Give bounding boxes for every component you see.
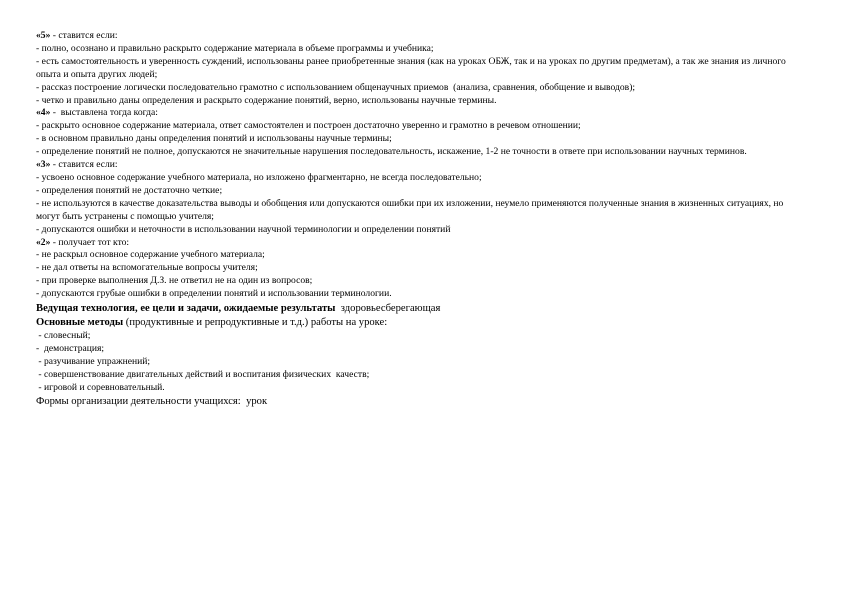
methods-label: Основные методы — [36, 317, 124, 329]
method-item: - словесный; — [36, 330, 91, 342]
grade3-item: - усвоено основное содержание учебного материала, но изложено фрагментарно, не всегда последовательно; — [36, 171, 482, 183]
method-item: - демонстрация; — [36, 342, 105, 354]
grade2-intro: - получает тот кто: — [50, 236, 130, 248]
grade5-intro: - ставится если: — [50, 30, 118, 41]
grade2-item: - не дал ответы на вспомогательные вопросы учителя; — [36, 262, 258, 274]
grade5-item: - рассказ построение логически последовательно грамотно с использованием общенаучных приемов (анализа, сравнения, обобщение и выводов); — [36, 81, 636, 93]
grade5-item: - есть самостоятельность и уверенность суждений, использованы ранее приобретенные знания (как на уроках ОБЖ, так и на уроках по другим предметам), а так же знания из личного опыта и опыта других людей; — [36, 55, 789, 80]
grade4-header — [36, 107, 802, 120]
grade2-item: - допускаются грубые ошибки в определении понятий и использовании терминологии. — [36, 288, 392, 300]
technology-line — [36, 302, 802, 316]
grade3-header — [36, 159, 802, 172]
grade4-title: «4» — [36, 107, 51, 119]
grade2-item: - при проверке выполнения Д.З. не ответил не на один из вопросов; — [36, 275, 313, 287]
grade4-item: - определение понятий не полное, допускаются не значительные нарушения последовательность, искажение, 1-2 не точности в ответе при использовании научных терминов. — [36, 146, 747, 158]
method-item: - разучивание упражнений; — [36, 355, 151, 367]
method-item: - игровой и соревновательный. — [36, 381, 165, 393]
method-item: - совершенствование двигательных действий и воспитания физических качеств; — [36, 368, 370, 380]
grade5-item: - четко и правильно даны определения и раскрыто содержание понятий, верно, использованы научные термины. — [36, 94, 497, 106]
methods-rest: (продуктивные и репродуктивные и т.д.) работы на уроке: — [123, 317, 388, 329]
grade4-item: - раскрыто основное содержание материала, ответ самостоятелен и построен достаточно уверенно и грамотно в речевом отношении; — [36, 120, 581, 132]
technology-value: здоровьесберегающая — [335, 303, 441, 315]
grade3-title: «3» — [36, 159, 51, 171]
grade4-intro: - выставлена тогда когда: — [50, 107, 158, 119]
grade5-title: «5» — [36, 30, 51, 41]
grade3-intro: - ставится если: — [50, 159, 118, 171]
grade4-item: - в основном правильно даны определения понятий и использованы научные термины; — [36, 133, 392, 145]
grade2-item: - не раскрыл основное содержание учебного материала; — [36, 249, 265, 261]
forms-line — [36, 395, 802, 409]
grade5-header — [36, 30, 802, 43]
grade3-item: - определения понятий не достаточно четкие; — [36, 184, 223, 196]
forms-label: Формы организации деятельности учащихся: — [36, 395, 241, 407]
grade3-item: - допускаются ошибки и неточности в использовании научной терминологии и определении понятий — [36, 223, 451, 235]
grade5-item: - полно, осознано и правильно раскрыто содержание материала в объеме программы и учебника; — [36, 42, 434, 54]
forms-value: урок — [240, 395, 268, 407]
grade2-title: «2» — [36, 236, 51, 248]
technology-label: Ведущая технология, ее цели и задачи, ожидаемые результаты — [36, 303, 336, 315]
grade3-item: - не используются в качестве доказательства выводы и обобщения или допускаются ошибки при их изложении, неумело применяются полученные знания в жизненных ситуациях, но могут быть устранены с помощью учителя; — [36, 197, 786, 222]
methods-line — [36, 316, 802, 330]
grade2-header — [36, 237, 802, 250]
